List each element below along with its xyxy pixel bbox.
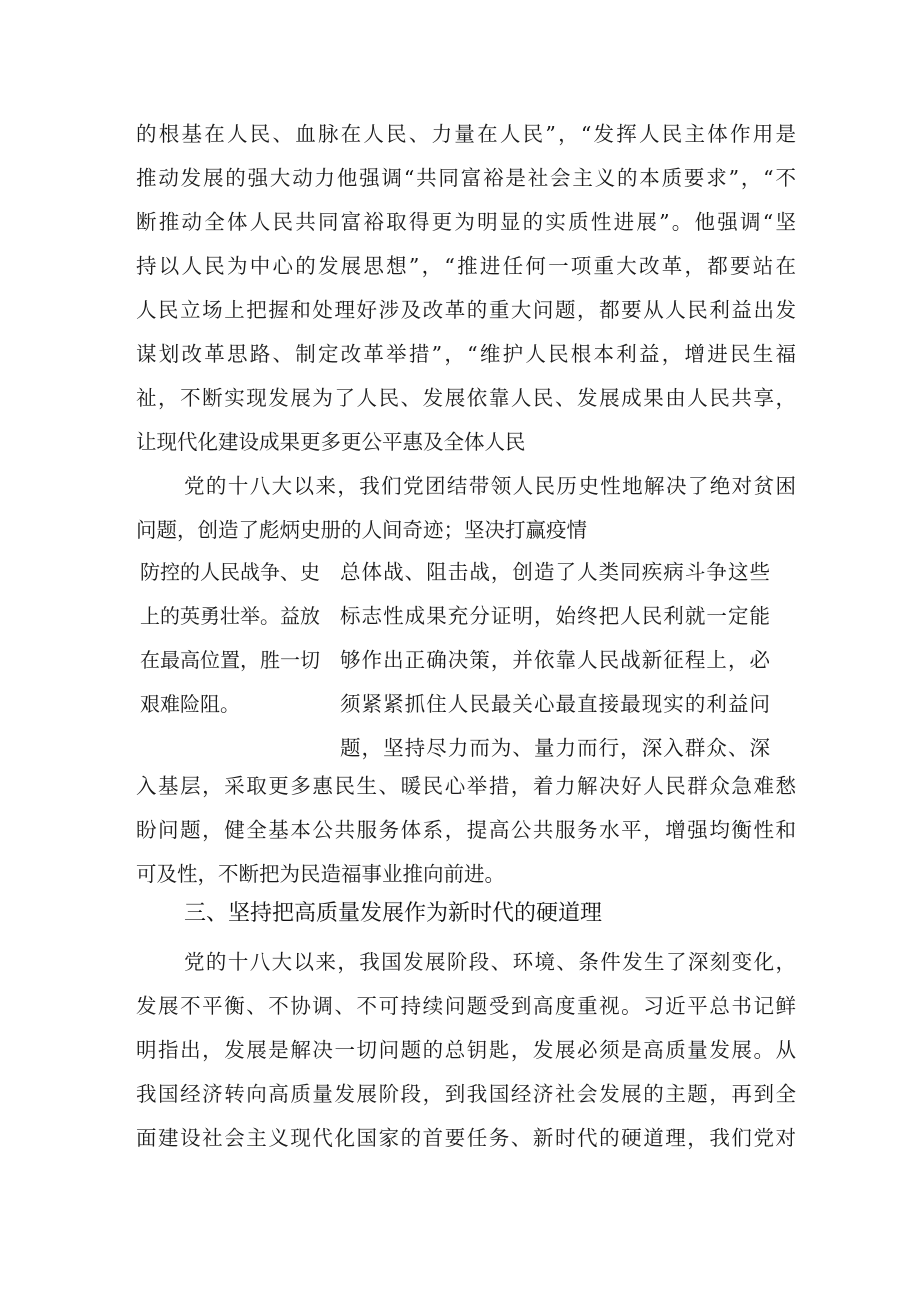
text-line: 发展不平衡、不协调、不可持续问题受到高度重视。习近平总书记鲜 xyxy=(136,994,796,1018)
text-line: 标志性成果充分证明，始终把人民利就一定能 xyxy=(340,604,770,628)
text-line: 人民立场上把握和处理好涉及改革的重大问题，都要从人民利益出发 xyxy=(136,298,796,322)
text-line: 明指出，发展是解决一切问题的总钥匙，发展必须是高质量发展。从 xyxy=(136,1038,796,1062)
text-line: 的根基在人民、血脉在人民、力量在人民”，“发挥人民主体作用是 xyxy=(136,122,796,146)
text-line: 面建设社会主义现代化国家的首要任务、新时代的硬道理，我们党对 xyxy=(136,1126,796,1150)
side-line: 上的英勇壮举。益放 xyxy=(140,604,320,628)
text-line: 题，坚持尽力而为、量力而行，深入群众、深 xyxy=(340,736,770,760)
side-line: 在最高位置，胜一切 xyxy=(140,648,320,672)
text-line: 可及性，不断把为民造福事业推向前进。 xyxy=(136,862,505,886)
text-line: 断推动全体人民共同富裕取得更为明显的实质性进展”。他强调“坚 xyxy=(136,210,796,234)
side-line: 艰难险阻。 xyxy=(140,692,240,716)
text-line: 党的十八大以来，我们党团结带领人民历史性地解决了绝对贫困 xyxy=(184,474,796,498)
text-line: 总体战、阻击战，创造了人类同疾病斗争这些 xyxy=(340,560,770,584)
text-line: 入基层，采取更多惠民生、暖民心举措，着力解决好人民群众急难愁 xyxy=(136,774,796,798)
text-line: 够作出正确决策，并依靠人民战新征程上，必 xyxy=(340,648,770,672)
text-line: 谋划改革思路、制定改革举措”，“维护人民根本利益，增进民生福 xyxy=(136,342,796,366)
text-line: 让现代化建设成果更多更公平惠及全体人民 xyxy=(136,430,526,454)
text-line: 持以人民为中心的发展思想”，“推进任何一项重大改革，都要站在 xyxy=(136,254,796,278)
text-line: 问题，创造了彪炳史册的人间奇迹；坚决打赢疫情 xyxy=(136,518,587,542)
text-line: 我国经济转向高质量发展阶段，到我国经济社会发展的主题，再到全 xyxy=(136,1082,796,1106)
text-line: 祉，不断实现发展为了人民、发展依靠人民、发展成果由人民共享， xyxy=(136,386,796,410)
side-line: 防控的人民战争、史 xyxy=(140,560,320,584)
section-heading: 三、坚持把高质量发展作为新时代的硬道理 xyxy=(184,901,603,926)
text-line: 须紧紧抓住人民最关心最直接最现实的利益问 xyxy=(340,692,770,716)
text-line: 盼问题，健全基本公共服务体系，提高公共服务水平，增强均衡性和 xyxy=(136,818,796,842)
text-line: 党的十八大以来，我国发展阶段、环境、条件发生了深刻变化， xyxy=(184,950,796,974)
text-line: 推动发展的强大动力他强调“共同富裕是社会主义的本质要求”，“不 xyxy=(136,166,796,190)
